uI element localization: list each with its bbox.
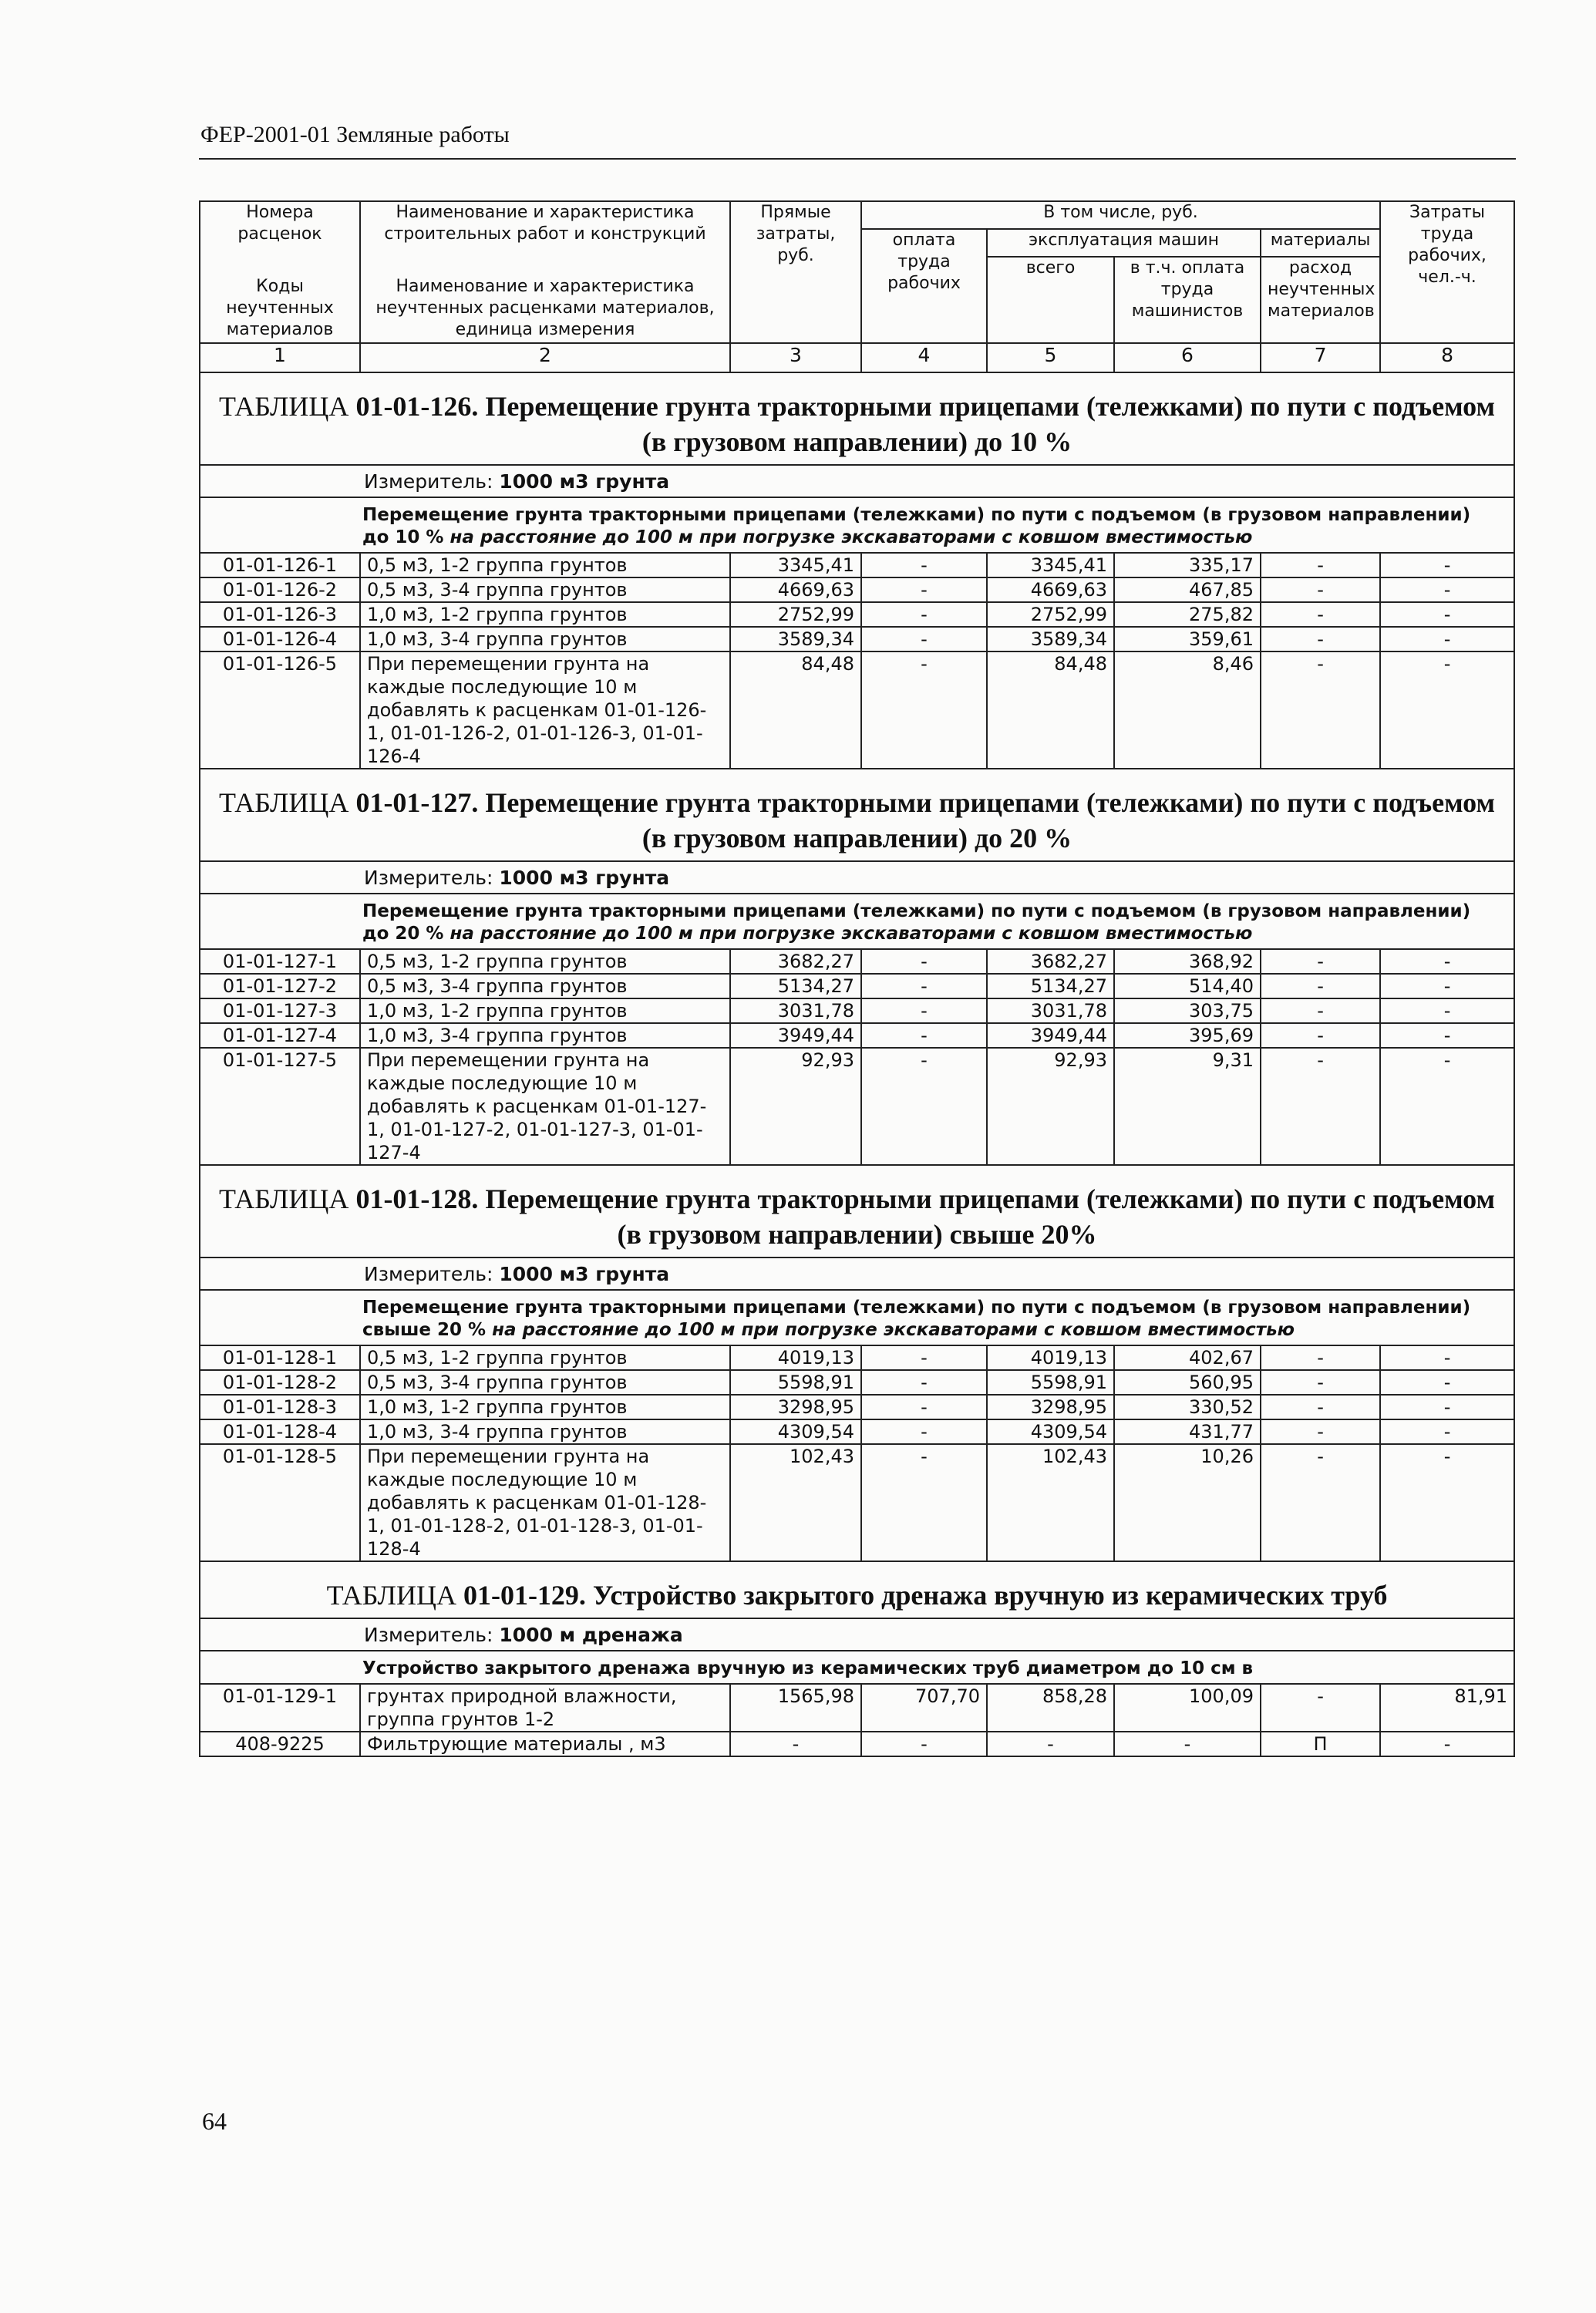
table-row (200, 1684, 1514, 1732)
table-row (200, 627, 1514, 651)
table-row (200, 1048, 1514, 1165)
row-labor-pay: - (861, 1370, 987, 1395)
row-machines-incl: 560,95 (1114, 1370, 1261, 1395)
row-name: 1,0 м3, 3-4 группа грунтов (360, 627, 730, 651)
row-materials: - (1261, 1395, 1380, 1419)
row-machines-incl: 330,52 (1114, 1395, 1261, 1419)
row-code: 01-01-128-1 (200, 1345, 360, 1370)
description-text-italic: на расстояние до 100 м при погрузке экскаваторами с ковшом вместимостью (443, 924, 1253, 944)
description-text-italic: на расстояние до 100 м при погрузке экскаваторами с ковшом вместимостью (443, 527, 1253, 547)
row-name: 1,0 м3, 3-4 группа грунтов (360, 1023, 730, 1048)
row-machines-incl: 431,77 (1114, 1419, 1261, 1444)
row-name: 0,5 м3, 1-2 группа грунтов (360, 1345, 730, 1370)
row-labor-pay: - (861, 974, 987, 998)
measure-value: 1000 м3 грунта (499, 867, 670, 889)
row-code: 01-01-127-4 (200, 1023, 360, 1048)
table-title-prefix: ТАБЛИЦА (219, 1183, 349, 1214)
table-row (200, 998, 1514, 1023)
description-text: Перемещение грунта тракторными прицепами (тележками) по пути с подъемом (в грузовом направлении) до 10 % (362, 505, 1471, 547)
row-direct-cost: 3949,44 (730, 1023, 861, 1048)
description-row (200, 1651, 1514, 1684)
table-row (200, 553, 1514, 577)
row-code: 01-01-127-3 (200, 998, 360, 1023)
row-code: 01-01-127-2 (200, 974, 360, 998)
row-code: 01-01-126-5 (200, 651, 360, 769)
column-number: 7 (1261, 343, 1380, 372)
row-machines-total: 84,48 (987, 651, 1114, 769)
table-title (200, 372, 1514, 465)
row-name: 1,0 м3, 1-2 группа грунтов (360, 602, 730, 627)
row-machines-incl: - (1114, 1732, 1261, 1756)
row-direct-cost: 92,93 (730, 1048, 861, 1165)
row-machines-incl: 10,26 (1114, 1444, 1261, 1561)
row-labor-pay: - (861, 1419, 987, 1444)
row-labor-pay: 707,70 (861, 1684, 987, 1732)
measure-row (200, 1258, 1514, 1290)
row-code: 01-01-127-1 (200, 949, 360, 974)
col-name-top: Наименование и характеристика строительных работ и конструкций (384, 203, 706, 244)
row-code: 01-01-128-5 (200, 1444, 360, 1561)
row-direct-cost: 3031,78 (730, 998, 861, 1023)
row-code: 01-01-126-1 (200, 553, 360, 577)
col-machines-total-header: всего (987, 257, 1114, 343)
col-direct-header: Прямые затраты, руб. (730, 201, 861, 343)
row-machines-total: 92,93 (987, 1048, 1114, 1165)
measure (200, 1258, 1514, 1290)
description (200, 1290, 1514, 1345)
col-machines-header: эксплуатация машин (987, 229, 1261, 257)
table-title-prefix: ТАБЛИЦА (219, 787, 349, 818)
measure-label: Измеритель: (364, 470, 493, 493)
description (200, 497, 1514, 553)
row-machines-total: 5598,91 (987, 1370, 1114, 1395)
row-direct-cost: 4669,63 (730, 577, 861, 602)
row-name: 1,0 м3, 1-2 группа грунтов (360, 1395, 730, 1419)
row-machines-incl: 395,69 (1114, 1023, 1261, 1048)
row-direct-cost: 84,48 (730, 651, 861, 769)
row-machines-total: 3031,78 (987, 998, 1114, 1023)
row-direct-cost: 3682,27 (730, 949, 861, 974)
header-rule (199, 158, 1516, 160)
row-machines-total: 4019,13 (987, 1345, 1114, 1370)
row-materials: - (1261, 1684, 1380, 1732)
col-name-header (360, 201, 730, 343)
col-machines-incl-header: в т.ч. оплата труда машинистов (1114, 257, 1261, 343)
table-row (200, 1370, 1514, 1395)
row-machines-incl: 303,75 (1114, 998, 1261, 1023)
table-row (200, 1444, 1514, 1561)
row-labor-pay: - (861, 1444, 987, 1561)
description-text: Перемещение грунта тракторными прицепами (тележками) по пути с подъемом (в грузовом направлении) свыше 20 % (362, 1298, 1471, 1340)
column-number: 1 (200, 343, 360, 372)
row-direct-cost: 3298,95 (730, 1395, 861, 1419)
row-code: 01-01-129-1 (200, 1684, 360, 1732)
col-incl-header: В том числе, руб. (861, 201, 1380, 229)
col-codes-top: Номера расценок (237, 203, 322, 244)
col-labor-cost-header: Затраты труда рабочих, чел.-ч. (1380, 201, 1514, 343)
table-row (200, 1732, 1514, 1756)
row-machines-total: - (987, 1732, 1114, 1756)
row-direct-cost: 3345,41 (730, 553, 861, 577)
table-title-prefix: ТАБЛИЦА (219, 391, 349, 422)
row-materials: - (1261, 974, 1380, 998)
row-labor-cost: - (1380, 949, 1514, 974)
row-machines-total: 102,43 (987, 1444, 1114, 1561)
row-name: 1,0 м3, 3-4 группа грунтов (360, 1419, 730, 1444)
row-labor-pay: - (861, 553, 987, 577)
row-materials: - (1261, 1370, 1380, 1395)
description-row (200, 1290, 1514, 1345)
row-materials: - (1261, 1444, 1380, 1561)
row-direct-cost: 3589,34 (730, 627, 861, 651)
row-code: 01-01-128-2 (200, 1370, 360, 1395)
row-direct-cost: 1565,98 (730, 1684, 861, 1732)
row-labor-pay: - (861, 998, 987, 1023)
row-labor-pay: - (861, 1732, 987, 1756)
table-row (200, 949, 1514, 974)
table-title-text: 01-01-128. Перемещение грунта тракторными прицепами (тележками) по пути с подъемом (в грузовом направлении) свыше 20% (355, 1183, 1495, 1250)
row-labor-cost: - (1380, 1419, 1514, 1444)
description-text-italic: на расстояние до 100 м при погрузке экскаваторами с ковшом вместимостью (486, 1320, 1295, 1340)
row-direct-cost: 2752,99 (730, 602, 861, 627)
measure-row (200, 1618, 1514, 1651)
row-direct-cost: 4309,54 (730, 1419, 861, 1444)
row-labor-cost: - (1380, 1048, 1514, 1165)
row-labor-cost: - (1380, 602, 1514, 627)
row-machines-total: 3589,34 (987, 627, 1114, 651)
row-labor-pay: - (861, 651, 987, 769)
row-labor-cost: - (1380, 1370, 1514, 1395)
row-materials: - (1261, 602, 1380, 627)
table-row (200, 1395, 1514, 1419)
col-materials-header: материалы (1261, 229, 1380, 257)
row-name: грунтах природной влажности, группа грунтов 1-2 (360, 1684, 730, 1732)
description-row (200, 497, 1514, 553)
col-name-bottom: Наименование и характеристика неучтенных расценками материалов, единица измерения (375, 277, 715, 339)
price-table-body (200, 201, 1514, 1756)
row-labor-cost: - (1380, 998, 1514, 1023)
row-machines-incl: 368,92 (1114, 949, 1261, 974)
column-number: 3 (730, 343, 861, 372)
row-materials: - (1261, 651, 1380, 769)
row-labor-pay: - (861, 1023, 987, 1048)
column-number-row (200, 343, 1514, 372)
header-row-1 (200, 201, 1514, 229)
row-code: 01-01-126-2 (200, 577, 360, 602)
description-text: Устройство закрытого дренажа вручную из керамических труб диаметром до 10 см в (362, 1658, 1254, 1678)
measure-value: 1000 м3 грунта (499, 470, 670, 493)
column-number: 6 (1114, 343, 1261, 372)
row-direct-cost: 102,43 (730, 1444, 861, 1561)
row-labor-cost: 81,91 (1380, 1684, 1514, 1732)
row-materials: - (1261, 1048, 1380, 1165)
row-name: Фильтрующие материалы , м3 (360, 1732, 730, 1756)
table-title-row (200, 769, 1514, 861)
table-title-row (200, 1561, 1514, 1618)
row-materials: - (1261, 627, 1380, 651)
table-row (200, 1023, 1514, 1048)
page-header-title: ФЕР-2001-01 Земляные работы (200, 122, 510, 147)
table-title-row (200, 372, 1514, 465)
table-row (200, 651, 1514, 769)
row-direct-cost: 4019,13 (730, 1345, 861, 1370)
row-machines-incl: 335,17 (1114, 553, 1261, 577)
row-name: 0,5 м3, 1-2 группа грунтов (360, 553, 730, 577)
row-materials: - (1261, 1345, 1380, 1370)
measure-label: Измеритель: (364, 1263, 493, 1285)
price-table (199, 200, 1515, 1757)
measure-value: 1000 м дренажа (499, 1624, 683, 1646)
row-code: 01-01-128-3 (200, 1395, 360, 1419)
table-row (200, 1345, 1514, 1370)
row-code: 01-01-126-4 (200, 627, 360, 651)
measure (200, 1618, 1514, 1651)
table-title (200, 1561, 1514, 1618)
row-labor-pay: - (861, 1395, 987, 1419)
row-labor-cost: - (1380, 553, 1514, 577)
row-materials: - (1261, 553, 1380, 577)
row-name: При перемещении грунта на каждые последующие 10 м добавлять к расценкам 01-01-127-1, 01-01-127-2, 01-01-127-3, 01-01-127-4 (360, 1048, 730, 1165)
row-direct-cost: 5134,27 (730, 974, 861, 998)
description (200, 894, 1514, 949)
row-labor-pay: - (861, 1345, 987, 1370)
row-labor-cost: - (1380, 651, 1514, 769)
row-machines-total: 3345,41 (987, 553, 1114, 577)
description-text: Перемещение грунта тракторными прицепами (тележками) по пути с подъемом (в грузовом направлении) до 20 % (362, 901, 1471, 944)
row-machines-incl: 359,61 (1114, 627, 1261, 651)
row-materials: П (1261, 1732, 1380, 1756)
row-labor-pay: - (861, 577, 987, 602)
column-number: 2 (360, 343, 730, 372)
page-number: 64 (202, 2107, 227, 2135)
row-machines-total: 2752,99 (987, 602, 1114, 627)
row-machines-total: 5134,27 (987, 974, 1114, 998)
row-machines-incl: 514,40 (1114, 974, 1261, 998)
row-name: При перемещении грунта на каждые последующие 10 м добавлять к расценкам 01-01-126-1, 01-01-126-2, 01-01-126-3, 01-01-126-4 (360, 651, 730, 769)
table-title-text: 01-01-127. Перемещение грунта тракторными прицепами (тележками) по пути с подъемом (в грузовом направлении) до 20 % (355, 787, 1495, 853)
row-direct-cost: 5598,91 (730, 1370, 861, 1395)
table-title (200, 769, 1514, 861)
row-code: 01-01-127-5 (200, 1048, 360, 1165)
row-machines-incl: 8,46 (1114, 651, 1261, 769)
row-machines-incl: 402,67 (1114, 1345, 1261, 1370)
table-row (200, 1419, 1514, 1444)
row-code: 01-01-126-3 (200, 602, 360, 627)
measure-value: 1000 м3 грунта (499, 1263, 670, 1285)
table-title-row (200, 1165, 1514, 1258)
table-title (200, 1165, 1514, 1258)
row-name: 0,5 м3, 3-4 группа грунтов (360, 577, 730, 602)
row-labor-cost: - (1380, 577, 1514, 602)
col-codes-header (200, 201, 360, 343)
row-labor-pay: - (861, 602, 987, 627)
table-title-text: 01-01-126. Перемещение грунта тракторными прицепами (тележками) по пути с подъемом (в грузовом направлении) до 10 % (355, 391, 1495, 457)
row-machines-incl: 467,85 (1114, 577, 1261, 602)
row-materials: - (1261, 998, 1380, 1023)
row-code: 408-9225 (200, 1732, 360, 1756)
row-code: 01-01-128-4 (200, 1419, 360, 1444)
row-labor-cost: - (1380, 974, 1514, 998)
measure-row (200, 861, 1514, 894)
row-machines-total: 4309,54 (987, 1419, 1114, 1444)
table-row (200, 974, 1514, 998)
row-name: 1,0 м3, 1-2 группа грунтов (360, 998, 730, 1023)
row-name: 0,5 м3, 3-4 группа грунтов (360, 974, 730, 998)
row-machines-total: 3682,27 (987, 949, 1114, 974)
col-materials-cons-header: расход неучтенных материалов (1261, 257, 1380, 343)
measure-label: Измеритель: (364, 1624, 493, 1646)
measure (200, 465, 1514, 497)
measure-row (200, 465, 1514, 497)
measure (200, 861, 1514, 894)
table-title-prefix: ТАБЛИЦА (326, 1580, 456, 1611)
table-row (200, 577, 1514, 602)
row-labor-cost: - (1380, 1444, 1514, 1561)
row-labor-pay: - (861, 627, 987, 651)
row-name: При перемещении грунта на каждые последующие 10 м добавлять к расценкам 01-01-128-1, 01-01-128-2, 01-01-128-3, 01-01-128-4 (360, 1444, 730, 1561)
column-number: 8 (1380, 343, 1514, 372)
row-labor-cost: - (1380, 1345, 1514, 1370)
measure-label: Измеритель: (364, 867, 493, 889)
table-row (200, 602, 1514, 627)
row-direct-cost: - (730, 1732, 861, 1756)
row-labor-cost: - (1380, 1023, 1514, 1048)
row-machines-total: 4669,63 (987, 577, 1114, 602)
row-name: 0,5 м3, 1-2 группа грунтов (360, 949, 730, 974)
row-labor-pay: - (861, 1048, 987, 1165)
table-title-text: 01-01-129. Устройство закрытого дренажа вручную из керамических труб (463, 1580, 1388, 1611)
description-row (200, 894, 1514, 949)
row-name: 0,5 м3, 3-4 группа грунтов (360, 1370, 730, 1395)
row-materials: - (1261, 577, 1380, 602)
row-machines-total: 3949,44 (987, 1023, 1114, 1048)
row-labor-pay: - (861, 949, 987, 974)
row-machines-total: 858,28 (987, 1684, 1114, 1732)
row-labor-cost: - (1380, 1395, 1514, 1419)
row-machines-total: 3298,95 (987, 1395, 1114, 1419)
row-labor-cost: - (1380, 1732, 1514, 1756)
column-number: 4 (861, 343, 987, 372)
col-codes-bottom: Коды неучтенных материалов (226, 277, 334, 339)
col-labor-pay-header: оплата труда рабочих (861, 229, 987, 343)
row-machines-incl: 100,09 (1114, 1684, 1261, 1732)
row-labor-cost: - (1380, 627, 1514, 651)
row-materials: - (1261, 1419, 1380, 1444)
row-materials: - (1261, 1023, 1380, 1048)
column-number: 5 (987, 343, 1114, 372)
description (200, 1651, 1514, 1684)
row-materials: - (1261, 949, 1380, 974)
row-machines-incl: 9,31 (1114, 1048, 1261, 1165)
row-machines-incl: 275,82 (1114, 602, 1261, 627)
